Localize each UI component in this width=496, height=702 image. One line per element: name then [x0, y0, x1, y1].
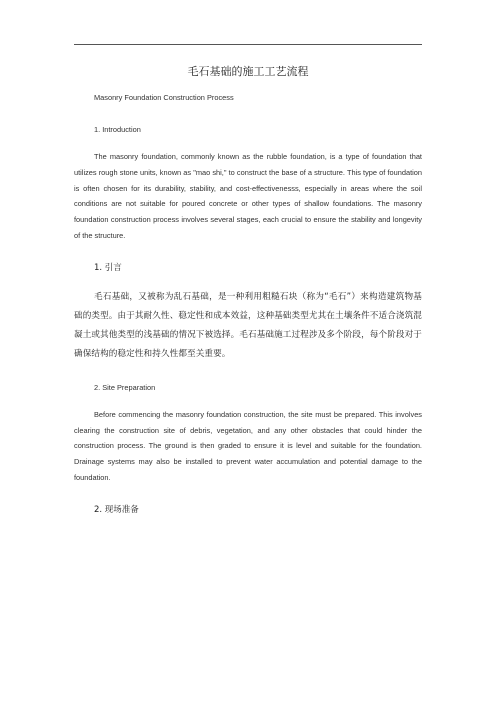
section-1-english-paragraph: The masonry foundation, commonly known as the rubble foundation, is a type of foundation that utilizes rough stone units, known as "mao shi," to construct the base of a structure. This type of foundation is often chosen for its durability, stability, and cost-effectivenesss, especially in areas where the soil conditions are not suitable for poured concrete or other types of shallow foundations. The masonry foundation construction process involves several stages, each crucial to ensure the stability and longevity of the structure. [74, 152, 422, 240]
document-body [74, 92, 422, 530]
section-1-chinese-heading: 1. 引言 [94, 262, 122, 273]
section-1-english-heading: 1. Introduction [94, 125, 141, 134]
section-2-english-heading: 2. Site Preparation [94, 382, 156, 392]
english-subtitle: Masonry Foundation Construction Process [94, 93, 234, 102]
section-2-chinese-heading: 2. 现场准备 [94, 504, 139, 515]
header-rule [74, 44, 422, 45]
section-2-english-paragraph: Before commencing the masonry foundation construction, the site must be prepared. This involves clearing the construction site of debris, vegetation, and any other obstacles that could hinder the construction process. The ground is then graded to ensure it is level and suitable for the foundation. Drainage systems may also be installed to prevent water accumulation and potential damage to the foundation. [74, 409, 422, 482]
page-title: 毛石基础的施工工艺流程 [187, 65, 309, 78]
section-1-chinese-paragraph: 毛石基础，又被称为乱石基础，是一种利用粗糙石块（称为“毛石”）来构造建筑物基础的类型。由于其耐久性、稳定性和成本效益，这种基础类型尤其在土壤条件不适合浇筑混凝土或其他类型的浅基础的情况下被选择。毛石基础施工过程涉及多个阶段，每个阶段对于确保结构的稳定性和持久性都至关重要。 [74, 291, 422, 359]
